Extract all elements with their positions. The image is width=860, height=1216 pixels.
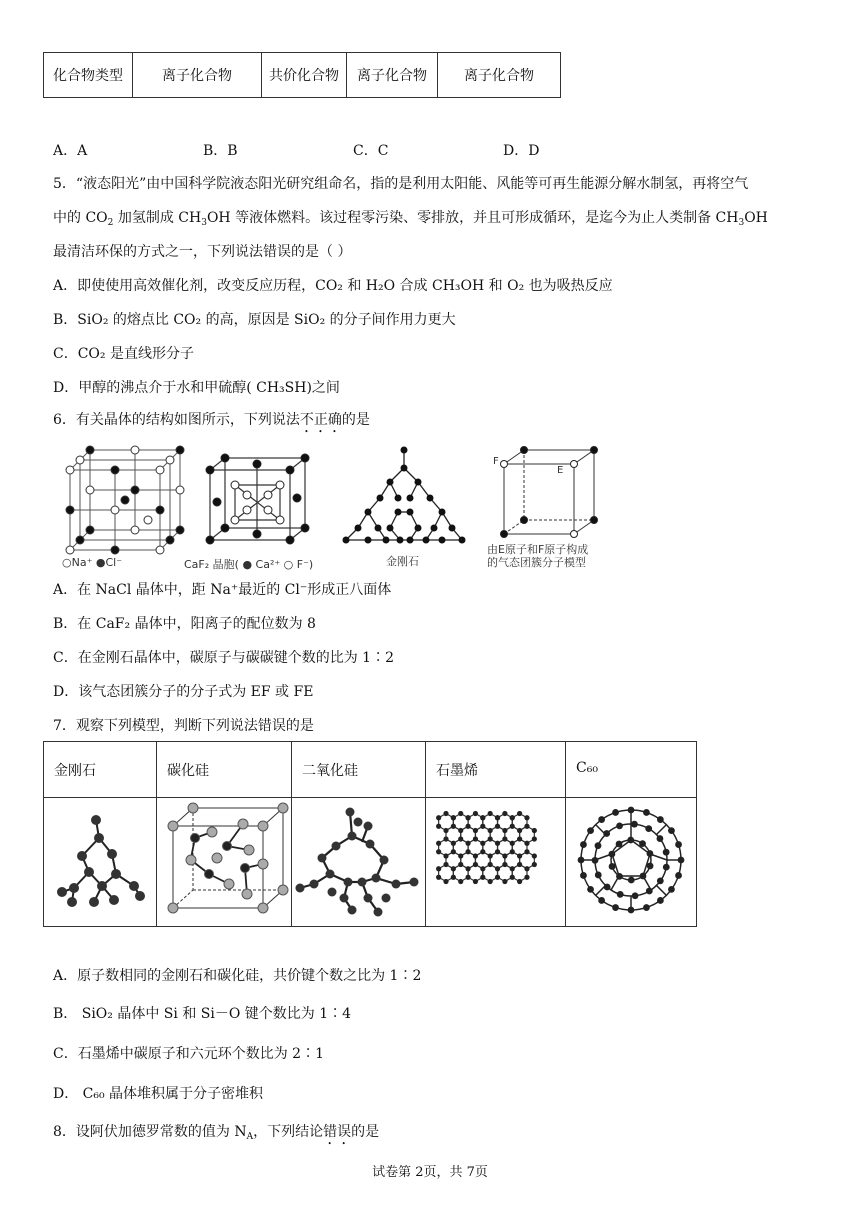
q6-option-b[interactable]: B．在 CaF₂ 晶体中，阳离子的配位数为 8 xyxy=(53,616,316,632)
graphene-atom xyxy=(524,841,529,846)
c60-atom xyxy=(640,873,647,880)
nacl-caption: ○Na⁺ ●Cl⁻ xyxy=(62,556,123,569)
graphene-atom xyxy=(532,828,537,833)
option-a[interactable]: A．A xyxy=(53,143,88,159)
c60-atom xyxy=(627,837,634,844)
page-footer: 试卷第 2页，共 7页 xyxy=(372,1165,488,1180)
c60-atom xyxy=(603,830,610,837)
q6-option-d[interactable]: D．该气态团簇分子的分子式为 EF 或 FE xyxy=(53,684,314,700)
graphene-atom xyxy=(488,879,493,884)
c60-atom xyxy=(675,872,682,879)
q5-option-a[interactable]: A．即使使用高效催化剂，改变反应历程，CO₂ 和 H₂O 合成 CH₃OH 和 O₂ 也为吸热反应 xyxy=(53,278,613,294)
graphene-atom xyxy=(480,875,485,880)
graphene-atom xyxy=(524,815,529,820)
c60-atom xyxy=(595,872,602,879)
graphene-atom xyxy=(495,849,500,854)
diamond-structure-figure xyxy=(338,440,468,550)
c60-atom xyxy=(663,864,670,871)
graphene-atom xyxy=(502,853,507,858)
c60-atom xyxy=(647,850,654,857)
label-e: E xyxy=(557,465,564,476)
graphene-atom xyxy=(480,824,485,829)
graphene-atom xyxy=(458,836,463,841)
c60-atom xyxy=(657,835,664,842)
graphene-atom xyxy=(451,875,456,880)
header-c60: C₆₀ xyxy=(566,742,697,798)
graphene-atom xyxy=(517,836,522,841)
table-row xyxy=(44,53,561,98)
graphene-atom xyxy=(517,879,522,884)
graphene-atom xyxy=(510,841,515,846)
graphene-atom xyxy=(524,866,529,871)
graphene-atom xyxy=(473,811,478,816)
graphene-atom xyxy=(436,841,441,846)
sio2-model-cell xyxy=(292,798,426,927)
c60-atom xyxy=(612,904,619,911)
option-b[interactable]: B．B xyxy=(203,143,238,159)
option-c[interactable]: C．C xyxy=(353,143,389,159)
c60-atom xyxy=(580,841,587,848)
q7-option-d[interactable]: D． C₆₀ 晶体堆积属于分子密堆积 xyxy=(53,1086,264,1102)
graphene-atom xyxy=(524,875,529,880)
graphene-atom xyxy=(443,853,448,858)
graphene-atom xyxy=(465,866,470,871)
c60-atom xyxy=(628,877,635,884)
graphene-atom xyxy=(443,836,448,841)
table-cell: 离子化合物 xyxy=(438,53,561,98)
graphene-atom xyxy=(465,841,470,846)
graphene-atom xyxy=(465,849,470,854)
graphene-atom xyxy=(451,849,456,854)
q7-option-a[interactable]: A．原子数相同的金刚石和碳化硅，共价键个数之比为 1∶2 xyxy=(53,968,422,984)
graphene-atom xyxy=(524,824,529,829)
c60-atom xyxy=(657,877,664,884)
graphene-atom xyxy=(443,879,448,884)
emphasis-text: 不正确 xyxy=(299,412,342,428)
sic-model-cell xyxy=(157,798,292,927)
c60-atom xyxy=(639,840,646,847)
graphene-atom xyxy=(502,862,507,867)
c60-atom xyxy=(646,888,653,895)
graphene-atom xyxy=(488,811,493,816)
graphene-atom xyxy=(517,811,522,816)
c60-model-figure xyxy=(566,798,696,922)
q4-options xyxy=(53,141,653,161)
graphene-atom xyxy=(465,875,470,880)
graphene-atom xyxy=(488,853,493,858)
caf2-structure-figure xyxy=(200,450,315,550)
graphene-atom xyxy=(436,849,441,854)
gas-cluster-caption: 由E原子和F原子构成 的气态团簇分子模型 xyxy=(487,543,589,569)
graphene-atom xyxy=(532,853,537,858)
q5-option-c[interactable]: C．CO₂ 是直线形分子 xyxy=(53,346,194,362)
graphene-atom xyxy=(502,836,507,841)
graphene-atom xyxy=(436,824,441,829)
q6-stem: 6．有关晶体的结构如图所示，下列说法不正确的是 xyxy=(53,412,370,428)
c60-atom xyxy=(617,891,624,898)
graphene-atom xyxy=(473,879,478,884)
graphene-atom xyxy=(465,824,470,829)
diamond-model-cell xyxy=(44,798,157,927)
c60-atom xyxy=(631,821,638,828)
c60-atom xyxy=(598,816,605,823)
sio2-model-figure xyxy=(292,798,425,922)
graphene-atom xyxy=(473,853,478,858)
c60-atom xyxy=(675,841,682,848)
table-row xyxy=(44,742,697,798)
table-cell: 离子化合物 xyxy=(133,53,262,98)
q5-stem-line1: 5．“液态阳光”由中国科学院液态阳光研究组命名，指的是利用太阳能、风能等可再生能源分解水制氢，再将空气 xyxy=(53,176,749,192)
c60-atom xyxy=(604,884,611,891)
graphene-atom xyxy=(465,815,470,820)
c60-atom xyxy=(592,857,599,864)
q5-option-b[interactable]: B．SiO₂ 的熔点比 CO₂ 的高，原因是 SiO₂ 的分子间作用力更大 xyxy=(53,312,456,328)
c60-atom xyxy=(643,904,650,911)
c60-atom xyxy=(616,822,623,829)
c60-atom xyxy=(609,863,616,870)
q5-stem-line3: 最清洁环保的方式之一，下列说法错误的是（ ） xyxy=(53,244,352,260)
compound-type-table xyxy=(43,52,561,98)
header-graphene: 石墨烯 xyxy=(426,742,566,798)
graphene-atom xyxy=(502,811,507,816)
graphene-atom xyxy=(510,849,515,854)
graphene-atom xyxy=(488,862,493,867)
table-cell: 化合物类型 xyxy=(44,53,133,98)
graphene-atom xyxy=(488,828,493,833)
graphene-atom xyxy=(443,811,448,816)
table-cell: 共价化合物 xyxy=(262,53,347,98)
c60-atom xyxy=(643,809,650,816)
table-cell: 离子化合物 xyxy=(347,53,438,98)
q7-option-b[interactable]: B． SiO₂ 晶体中 Si 和 Si－O 键个数比为 1∶4 xyxy=(53,1006,352,1022)
header-sio2: 二氧化硅 xyxy=(292,742,426,798)
graphene-atom xyxy=(480,841,485,846)
label-f: F xyxy=(493,456,499,467)
table-row xyxy=(44,798,697,927)
q7-option-c[interactable]: C．石墨烯中碳原子和六元环个数比为 2∶1 xyxy=(53,1046,324,1062)
graphene-atom xyxy=(436,875,441,880)
graphene-atom xyxy=(495,841,500,846)
nacl-structure-figure xyxy=(50,440,190,570)
caf2-caption: CaF₂ 晶胞( ● Ca²⁺ ○ F⁻) xyxy=(184,558,314,571)
graphene-atom xyxy=(495,875,500,880)
c60-atom xyxy=(628,907,635,914)
c60-atom xyxy=(628,807,635,814)
c60-atom xyxy=(668,827,675,834)
graphene-atom xyxy=(436,815,441,820)
c60-atom xyxy=(657,897,664,904)
graphene-atom xyxy=(495,815,500,820)
gas-cluster-figure xyxy=(498,444,608,542)
graphene-atom xyxy=(443,862,448,867)
graphene-atom xyxy=(495,824,500,829)
graphene-atom xyxy=(458,879,463,884)
c60-atom xyxy=(612,809,619,816)
graphene-atom xyxy=(473,862,478,867)
c60-atom xyxy=(645,825,652,832)
c60-atom xyxy=(678,857,685,864)
graphene-atom xyxy=(524,849,529,854)
graphene-atom xyxy=(510,866,515,871)
graphene-atom xyxy=(443,828,448,833)
c60-model-cell xyxy=(566,798,697,927)
c60-atom xyxy=(578,857,585,864)
c60-atom xyxy=(608,851,615,858)
header-sic: 碳化硅 xyxy=(157,742,292,798)
graphene-atom xyxy=(532,862,537,867)
c60-atom xyxy=(595,842,602,849)
graphene-atom xyxy=(473,828,478,833)
graphene-atom xyxy=(517,828,522,833)
sic-model-figure xyxy=(157,798,291,922)
c60-atom xyxy=(663,849,670,856)
graphene-atom xyxy=(517,853,522,858)
c60-atom xyxy=(647,863,654,870)
c60-atom xyxy=(616,873,623,880)
c60-atom xyxy=(632,892,639,899)
graphene-atom xyxy=(451,841,456,846)
graphene-atom xyxy=(458,862,463,867)
graphene-atom xyxy=(480,815,485,820)
c60-atom xyxy=(587,886,594,893)
graphene-atom xyxy=(510,824,515,829)
graphene-model-figure xyxy=(426,798,565,922)
c60-atom xyxy=(657,816,664,823)
graphene-atom xyxy=(502,828,507,833)
graphene-atom xyxy=(451,866,456,871)
q5-stem-line2: 中的 $CO_2$ 加氢制成 $CH_3OH$ 等液体燃料。该过程零污染、零排放，并且可形成循环，是迄今为止人类制备 $CH_3OH$ xyxy=(53,210,768,228)
diamond-model-figure xyxy=(44,798,156,922)
diamond-caption: 金刚石 xyxy=(386,555,419,568)
graphene-atom xyxy=(436,866,441,871)
graphene-atom xyxy=(473,836,478,841)
q6-option-c[interactable]: C．在金刚石晶体中，碳原子与碳碳键个数的比为 1∶2 xyxy=(53,650,394,666)
graphene-atom xyxy=(510,815,515,820)
c60-atom xyxy=(598,897,605,904)
graphene-atom xyxy=(488,836,493,841)
q7-stem: 7．观察下列模型，判断下列说法错误的是 xyxy=(53,718,314,734)
c60-atom xyxy=(668,886,675,893)
header-diamond: 金刚石 xyxy=(44,742,157,798)
option-d[interactable]: D．D xyxy=(503,143,540,159)
q6-option-a[interactable]: A．在 NaCl 晶体中，距 Na⁺最近的 Cl⁻形成正八面体 xyxy=(53,582,392,598)
emphasis-text: 错误 xyxy=(323,1124,352,1140)
graphene-atom xyxy=(510,875,515,880)
graphene-atom xyxy=(480,849,485,854)
q8-stem: 8．设阿伏加德罗常数的值为 $N_A$，下列结论错误的是 xyxy=(53,1124,380,1142)
graphene-atom xyxy=(495,866,500,871)
graphene-atom xyxy=(517,862,522,867)
c60-atom xyxy=(580,872,587,879)
graphene-atom xyxy=(532,836,537,841)
models-table xyxy=(43,741,697,927)
graphene-atom xyxy=(451,824,456,829)
graphene-atom xyxy=(502,879,507,884)
graphene-atom xyxy=(480,866,485,871)
graphene-atom xyxy=(458,853,463,858)
graphene-atom xyxy=(458,828,463,833)
graphene-atom xyxy=(458,811,463,816)
graphene-atom xyxy=(451,815,456,820)
graphene-model-cell xyxy=(426,798,566,927)
c60-atom xyxy=(616,841,623,848)
q5-option-d[interactable]: D．甲醇的沸点介于水和甲硫醇( CH₃SH)之间 xyxy=(53,380,340,396)
c60-atom xyxy=(587,827,594,834)
